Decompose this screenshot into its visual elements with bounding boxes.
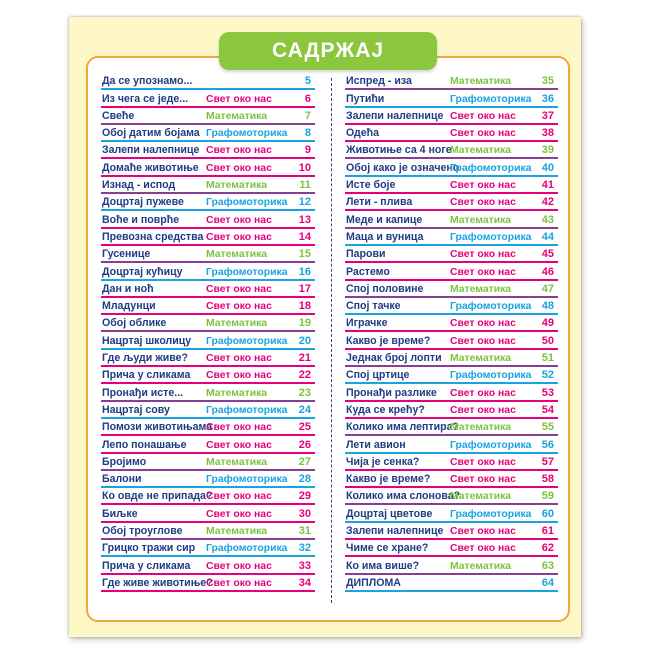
entry-page-number: 35	[541, 75, 554, 88]
entry-category: Графомоторика	[450, 93, 532, 105]
contents-row	[345, 73, 558, 90]
entry-title: Прича у сликама	[102, 369, 191, 382]
contents-row	[101, 73, 315, 90]
entry-title: Маца и вуница	[346, 230, 424, 243]
contents-row	[345, 177, 558, 194]
contents-right-column	[345, 73, 558, 592]
entry-title: Путићи	[346, 92, 385, 105]
contents-row	[101, 229, 315, 246]
entry-title: Нацртај сову	[102, 403, 170, 416]
entry-category: Математика	[450, 560, 512, 572]
entry-page-number: 55	[541, 421, 554, 434]
entry-page-number: 31	[298, 525, 311, 538]
entry-category: Свет око нас	[206, 162, 272, 174]
entry-page-number: 22	[298, 369, 311, 382]
entry-page-number: 28	[298, 473, 311, 486]
entry-page-number: 24	[298, 403, 311, 416]
entry-title: Испред - иза	[346, 75, 412, 88]
entry-category: Графомоторика	[206, 543, 288, 555]
entry-page-number: 41	[541, 179, 554, 192]
entry-category: Графомоторика	[206, 335, 288, 347]
entry-page-number: 29	[298, 490, 311, 503]
contents-row	[101, 436, 315, 453]
contents-row	[101, 454, 315, 471]
entry-title: Ко има више?	[346, 559, 420, 572]
entry-page-number: 60	[541, 507, 554, 520]
entry-category: Математика	[450, 353, 512, 365]
entry-title: Домаће животиње	[102, 161, 199, 174]
entry-page-number: 11	[299, 179, 311, 192]
entry-category: Графомоторика	[450, 508, 532, 520]
contents-row	[345, 557, 558, 574]
contents-row	[101, 402, 315, 419]
entry-category: Графомоторика	[206, 266, 288, 278]
entry-category: Математика	[450, 76, 512, 88]
entry-page-number: 49	[541, 317, 554, 330]
entry-page-number: 13	[298, 213, 311, 226]
contents-row	[345, 350, 558, 367]
entry-category: Свет око нас	[206, 370, 272, 382]
entry-category: Графомоторика	[450, 370, 532, 382]
entry-category: Свет око нас	[450, 335, 516, 347]
entry-title: Спој цртице	[346, 369, 410, 382]
contents-row	[345, 211, 558, 228]
entry-page-number: 44	[541, 230, 554, 243]
entry-page-number: 47	[541, 282, 554, 295]
contents-row	[345, 454, 558, 471]
contents-row	[101, 108, 315, 125]
entry-title: Младунци	[102, 300, 156, 313]
entry-page-number: 33	[298, 559, 311, 572]
contents-row	[345, 159, 558, 176]
entry-page-number: 50	[541, 334, 554, 347]
entry-page-number: 43	[541, 213, 554, 226]
entry-category: Свет око нас	[450, 180, 516, 192]
contents-row	[101, 505, 315, 522]
entry-category: Свет око нас	[206, 422, 272, 434]
entry-category: Математика	[206, 318, 268, 330]
entry-title: Животиње са 4 ноге	[346, 144, 452, 157]
entry-title: Обој датим бојама	[102, 127, 200, 140]
entry-title: Доцртај пужеве	[102, 196, 184, 209]
entry-category: Свет око нас	[206, 231, 272, 243]
contents-row	[345, 246, 558, 263]
entry-page-number: 19	[298, 317, 311, 330]
entry-category: Математика	[450, 422, 512, 434]
entry-category: Свет око нас	[450, 128, 516, 140]
entry-title: Воће и поврће	[102, 213, 180, 226]
entry-category: Математика	[206, 526, 268, 538]
contents-row	[101, 263, 315, 280]
entry-title: Нацртај школицу	[102, 334, 192, 347]
entry-category: Графомоторика	[450, 162, 532, 174]
entry-category: Свет око нас	[206, 577, 272, 589]
entry-title: Обој облике	[102, 317, 167, 330]
page-title: САДРЖАЈ	[219, 32, 437, 70]
entry-page-number: 16	[298, 265, 311, 278]
entry-page-number: 5	[304, 75, 311, 88]
contents-row	[345, 90, 558, 107]
entry-category: Математика	[206, 110, 268, 122]
contents-row	[345, 419, 558, 436]
entry-title: Залепи налепнице	[346, 525, 444, 538]
entry-title: Играчке	[346, 317, 388, 330]
entry-page-number: 58	[541, 473, 554, 486]
contents-row	[101, 419, 315, 436]
entry-page-number: 59	[541, 490, 554, 503]
entry-category: Графомоторика	[206, 197, 288, 209]
entry-title: Помози животињама	[102, 421, 213, 434]
entry-category: Свет око нас	[206, 353, 272, 365]
entry-title: Колико има слонова?	[346, 490, 461, 503]
contents-row	[345, 108, 558, 125]
entry-category: Свет око нас	[206, 491, 272, 503]
entry-title: Чиме се хране?	[346, 542, 429, 555]
entry-category: Свет око нас	[206, 145, 272, 157]
entry-category: Графомоторика	[450, 439, 532, 451]
entry-category: Свет око нас	[206, 301, 272, 313]
entry-category: Математика	[206, 180, 268, 192]
entry-category: Математика	[206, 249, 268, 261]
entry-page-number: 52	[541, 369, 554, 382]
entry-page-number: 20	[298, 334, 311, 347]
entry-title: Свеће	[102, 109, 135, 122]
entry-page-number: 42	[541, 196, 554, 209]
entry-category: Свет око нас	[450, 387, 516, 399]
entry-category: Математика	[450, 145, 512, 157]
entry-title: Лети авион	[346, 438, 406, 451]
entry-page-number: 14	[298, 230, 311, 243]
entry-title: Какво је време?	[346, 334, 431, 347]
entry-category: Графомоторика	[206, 128, 288, 140]
contents-row	[101, 557, 315, 574]
entry-page-number: 40	[541, 161, 554, 174]
entry-title: Балони	[102, 473, 142, 486]
entry-title: Где људи живе?	[102, 352, 188, 365]
entry-page-number: 57	[541, 455, 554, 468]
contents-row	[101, 540, 315, 557]
entry-title: Колико има лептира?	[346, 421, 459, 434]
entry-category: Свет око нас	[206, 508, 272, 520]
entry-category: Свет око нас	[206, 283, 272, 295]
entry-page-number: 12	[298, 196, 311, 209]
entry-page-number: 32	[298, 542, 311, 555]
entry-page-number: 64	[541, 576, 554, 589]
entry-page-number: 17	[298, 282, 311, 295]
entry-page-number: 46	[541, 265, 554, 278]
entry-title: Бројимо	[102, 455, 147, 468]
contents-row	[345, 315, 558, 332]
entry-page-number: 62	[541, 542, 554, 555]
entry-title: Пронађи исте...	[102, 386, 184, 399]
entry-title: Да се упознамо...	[102, 75, 193, 88]
contents-row	[101, 367, 315, 384]
entry-page-number: 48	[541, 300, 554, 313]
entry-category: Математика	[450, 283, 512, 295]
contents-row	[101, 523, 315, 540]
contents-left-column	[101, 73, 315, 592]
contents-row	[345, 488, 558, 505]
contents-row	[101, 281, 315, 298]
entry-title: Једнак број лопти	[346, 352, 442, 365]
entry-category: Математика	[450, 491, 512, 503]
entry-title: Обој троуглове	[102, 525, 183, 538]
contents-row	[101, 90, 315, 107]
entry-category: Математика	[206, 387, 268, 399]
entry-category: Свет око нас	[206, 560, 272, 572]
entry-title: Изнад - испод	[102, 179, 176, 192]
entry-category: Свет око нас	[450, 543, 516, 555]
entry-title: Гусенице	[102, 248, 151, 261]
contents-row	[101, 332, 315, 349]
entry-title: Одећа	[346, 127, 379, 140]
entry-title: Биљке	[102, 507, 138, 520]
entry-page-number: 36	[541, 92, 554, 105]
contents-row	[101, 246, 315, 263]
entry-title: ДИПЛОМА	[346, 576, 401, 589]
entry-page-number: 6	[304, 92, 311, 105]
contents-row	[101, 211, 315, 228]
entry-page-number: 7	[304, 109, 311, 122]
entry-title: Пронађи разлике	[346, 386, 437, 399]
contents-row	[345, 142, 558, 159]
entry-title: Исте боје	[346, 179, 396, 192]
entry-category: Свет око нас	[450, 404, 516, 416]
entry-page-number: 26	[298, 438, 311, 451]
entry-page-number: 30	[298, 507, 311, 520]
entry-page-number: 61	[541, 525, 554, 538]
contents-row	[345, 575, 558, 592]
entry-category: Свет око нас	[450, 456, 516, 468]
entry-page-number: 37	[541, 109, 554, 122]
entry-title: Лепо понашање	[102, 438, 187, 451]
contents-row	[101, 575, 315, 592]
entry-title: Из чега се једе...	[102, 92, 189, 105]
contents-row	[345, 298, 558, 315]
entry-page-number: 45	[541, 248, 554, 261]
contents-row	[345, 125, 558, 142]
contents-row	[345, 367, 558, 384]
entry-page-number: 51	[541, 352, 554, 365]
entry-title: Спој тачке	[346, 300, 401, 313]
contents-row	[101, 159, 315, 176]
entry-category: Свет око нас	[206, 93, 272, 105]
contents-row	[345, 332, 558, 349]
entry-page-number: 38	[541, 127, 554, 140]
contents-row	[101, 298, 315, 315]
entry-title: Лети - плива	[346, 196, 413, 209]
contents-row	[345, 194, 558, 211]
entry-category: Свет око нас	[206, 214, 272, 226]
entry-page-number: 8	[304, 127, 311, 140]
entry-title: Спој половине	[346, 282, 424, 295]
entry-page-number: 15	[298, 248, 311, 261]
contents-row	[101, 194, 315, 211]
entry-category: Графомоторика	[206, 404, 288, 416]
entry-page-number: 10	[298, 161, 311, 174]
entry-category: Свет око нас	[450, 474, 516, 486]
entry-title: Чија је сенка?	[346, 455, 420, 468]
column-divider	[331, 78, 332, 603]
contents-row	[345, 436, 558, 453]
entry-title: Какво је време?	[346, 473, 431, 486]
entry-category: Графомоторика	[450, 231, 532, 243]
entry-page-number: 56	[541, 438, 554, 451]
entry-page-number: 27	[298, 455, 311, 468]
entry-title: Обој како је означено	[346, 161, 460, 174]
entry-title: Превозна средства	[102, 230, 204, 243]
contents-row	[345, 263, 558, 280]
entry-title: Парови	[346, 248, 386, 261]
entry-title: Грицко тражи сир	[102, 542, 196, 555]
entry-category: Математика	[450, 214, 512, 226]
entry-category: Свет око нас	[450, 110, 516, 122]
contents-row	[345, 540, 558, 557]
entry-title: Доцртај цветове	[346, 507, 433, 520]
entry-page-number: 18	[298, 300, 311, 313]
entry-title: Дан и ноћ	[102, 282, 154, 295]
entry-category: Свет око нас	[450, 266, 516, 278]
contents-row	[101, 384, 315, 401]
entry-category: Свет око нас	[450, 526, 516, 538]
contents-row	[345, 229, 558, 246]
entry-title: Куда се крећу?	[346, 403, 425, 416]
entry-page-number: 23	[298, 386, 311, 399]
entry-page-number: 39	[541, 144, 554, 157]
entry-category: Математика	[206, 456, 268, 468]
entry-page-number: 9	[304, 144, 311, 157]
entry-page-number: 25	[298, 421, 311, 434]
entry-page-number: 63	[541, 559, 554, 572]
entry-title: Ко овде не припада?	[102, 490, 213, 503]
contents-row	[345, 384, 558, 401]
contents-row	[345, 523, 558, 540]
entry-page-number: 53	[541, 386, 554, 399]
contents-row	[101, 125, 315, 142]
entry-title: Меде и капице	[346, 213, 423, 226]
entry-page-number: 54	[541, 403, 554, 416]
entry-category: Графомоторика	[206, 474, 288, 486]
contents-row	[345, 281, 558, 298]
contents-row	[345, 471, 558, 488]
entry-page-number: 21	[298, 352, 311, 365]
contents-row	[101, 350, 315, 367]
entry-title: Доцртај кућицу	[102, 265, 183, 278]
entry-page-number: 34	[298, 576, 311, 589]
entry-category: Свет око нас	[450, 318, 516, 330]
contents-row	[101, 142, 315, 159]
entry-title: Растемо	[346, 265, 390, 278]
entry-category: Графомоторика	[450, 301, 532, 313]
entry-title: Прича у сликама	[102, 559, 191, 572]
contents-row	[345, 402, 558, 419]
entry-category: Свет око нас	[450, 197, 516, 209]
entry-title: Где живе животиње?	[102, 576, 213, 589]
entry-category: Свет око нас	[450, 249, 516, 261]
entry-title: Залепи налепнице	[102, 144, 200, 157]
contents-row	[101, 315, 315, 332]
entry-title: Залепи налепнице	[346, 109, 444, 122]
contents-row	[101, 177, 315, 194]
contents-row	[101, 471, 315, 488]
entry-category: Свет око нас	[206, 439, 272, 451]
contents-row	[345, 505, 558, 522]
contents-row	[101, 488, 315, 505]
